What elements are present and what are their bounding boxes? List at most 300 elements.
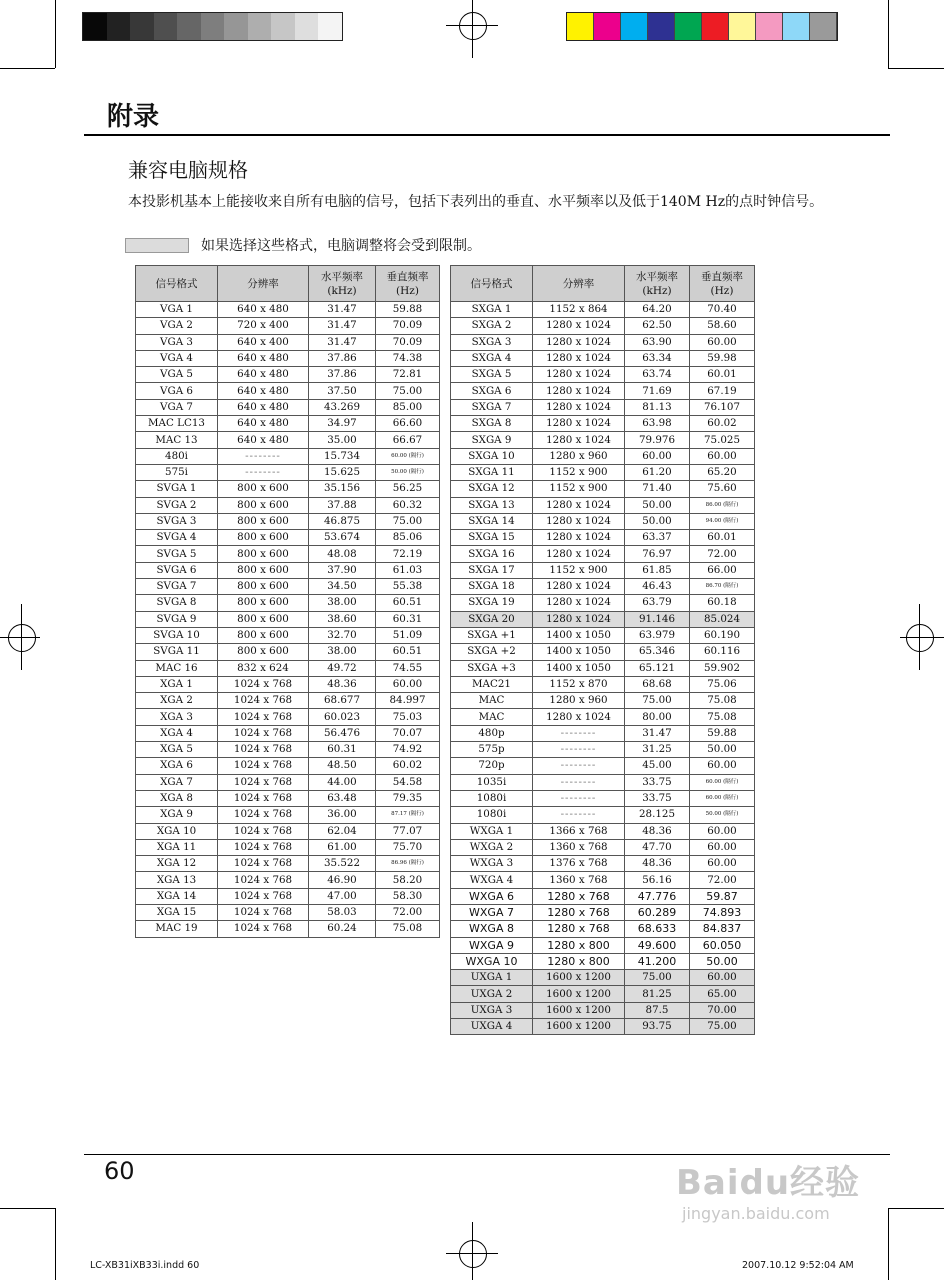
hfreq-cell: 15.734 (309, 448, 376, 464)
hfreq-cell: 31.47 (309, 334, 376, 350)
resolution-cell: 1280 x 1024 (533, 416, 625, 432)
resolution-cell: -------- (218, 448, 309, 464)
table-row (136, 530, 440, 546)
calibration-patch (567, 13, 594, 40)
signal-format-cell: SXGA +1 (451, 627, 533, 643)
section-title: 附录 (107, 102, 160, 132)
table-row (136, 790, 440, 806)
signal-format-cell: WXGA 3 (451, 856, 533, 872)
vfreq-cell: 59.87 (690, 888, 755, 904)
signal-format-cell: VGA 1 (136, 302, 218, 318)
resolution-cell: 1400 x 1050 (533, 660, 625, 676)
resolution-cell: 1024 x 768 (218, 709, 309, 725)
signal-format-cell: SXGA +3 (451, 660, 533, 676)
vfreq-cell: 60.00 (隔行) (690, 774, 755, 790)
vfreq-cell: 77.07 (376, 823, 440, 839)
hfreq-cell: 63.48 (309, 790, 376, 806)
resolution-cell: 640 x 480 (218, 416, 309, 432)
signal-format-cell: MAC LC13 (136, 416, 218, 432)
signal-format-cell: SXGA 2 (451, 318, 533, 334)
signal-format-cell: 575p (451, 742, 533, 758)
signal-format-cell: VGA 2 (136, 318, 218, 334)
table-row (136, 904, 440, 920)
resolution-cell: 1024 x 768 (218, 774, 309, 790)
registration-target (459, 12, 487, 40)
hfreq-cell: 50.00 (625, 497, 690, 513)
resolution-cell: 1280 x 1024 (533, 334, 625, 350)
vfreq-cell: 60.01 (690, 367, 755, 383)
table-row (136, 660, 440, 676)
signal-format-cell: XGA 4 (136, 725, 218, 741)
hfreq-cell: 58.03 (309, 904, 376, 920)
resolution-cell: 640 x 480 (218, 350, 309, 366)
vfreq-cell: 66.60 (376, 416, 440, 432)
hfreq-cell: 60.289 (625, 904, 690, 920)
resolution-cell: -------- (533, 774, 625, 790)
signal-format-cell: SXGA 17 (451, 562, 533, 578)
table-row (451, 758, 755, 774)
crop-mark (55, 0, 56, 68)
hfreq-cell: 46.43 (625, 579, 690, 595)
table-row (136, 676, 440, 692)
hfreq-cell: 61.20 (625, 464, 690, 480)
vfreq-cell: 75.08 (690, 709, 755, 725)
signal-format-cell: WXGA 7 (451, 904, 533, 920)
signal-format-cell: XGA 1 (136, 676, 218, 692)
vfreq-cell: 60.00 (690, 823, 755, 839)
hfreq-cell: 35.156 (309, 481, 376, 497)
hfreq-cell: 60.00 (625, 448, 690, 464)
signal-format-cell: SXGA 9 (451, 432, 533, 448)
vfreq-cell: 75.06 (690, 676, 755, 692)
hfreq-cell: 61.85 (625, 562, 690, 578)
table-row (451, 807, 755, 823)
vfreq-cell: 85.06 (376, 530, 440, 546)
signal-format-cell: MAC 13 (136, 432, 218, 448)
resolution-cell: 640 x 480 (218, 383, 309, 399)
hfreq-cell: 48.36 (625, 856, 690, 872)
signal-format-cell: XGA 14 (136, 888, 218, 904)
calibration-patch (648, 13, 675, 40)
signal-format-cell: UXGA 2 (451, 986, 533, 1002)
hfreq-cell: 37.86 (309, 367, 376, 383)
signal-format-cell: 480i (136, 448, 218, 464)
vfreq-cell: 72.00 (690, 546, 755, 562)
signal-format-cell: WXGA 2 (451, 839, 533, 855)
resolution-cell: 1024 x 768 (218, 823, 309, 839)
table-row (451, 416, 755, 432)
resolution-cell: 1280 x 1024 (533, 530, 625, 546)
hfreq-cell: 71.69 (625, 383, 690, 399)
crop-mark (888, 1208, 889, 1280)
vfreq-cell: 60.00 (376, 676, 440, 692)
vfreq-cell: 58.30 (376, 888, 440, 904)
signal-format-cell: VGA 7 (136, 399, 218, 415)
table-row (136, 546, 440, 562)
table-row (136, 350, 440, 366)
table-row (136, 432, 440, 448)
table-row (451, 693, 755, 709)
vfreq-cell: 60.18 (690, 595, 755, 611)
resolution-cell: 640 x 400 (218, 334, 309, 350)
vfreq-cell: 56.25 (376, 481, 440, 497)
registration-target-line (446, 1253, 498, 1254)
column-header-vfreq: 垂直频率 (Hz) (690, 266, 755, 302)
column-header-vfreq: 垂直频率 (Hz) (376, 266, 440, 302)
signal-format-cell: SVGA 1 (136, 481, 218, 497)
table-row (451, 856, 755, 872)
signal-format-cell: SVGA 2 (136, 497, 218, 513)
page-number: 60 (104, 1157, 135, 1185)
calibration-patch (756, 13, 783, 40)
signal-format-cell: MAC 16 (136, 660, 218, 676)
calibration-patch (271, 13, 295, 40)
signal-format-cell: SVGA 3 (136, 513, 218, 529)
column-header-resolution: 分辨率 (533, 266, 625, 302)
table-row (451, 627, 755, 643)
signal-format-cell: SXGA 13 (451, 497, 533, 513)
vfreq-cell: 60.31 (376, 611, 440, 627)
table-header-row (136, 266, 440, 302)
signal-format-cell: MAC 19 (136, 921, 218, 937)
signal-format-cell: UXGA 4 (451, 1019, 533, 1035)
hfreq-cell: 48.36 (625, 823, 690, 839)
resolution-cell: 800 x 600 (218, 481, 309, 497)
signal-format-cell: SVGA 9 (136, 611, 218, 627)
resolution-cell: 1024 x 768 (218, 758, 309, 774)
vfreq-cell: 94.00 (隔行) (690, 513, 755, 529)
hfreq-cell: 46.90 (309, 872, 376, 888)
resolution-cell: 1024 x 768 (218, 921, 309, 937)
table-row (451, 823, 755, 839)
resolution-cell: 800 x 600 (218, 497, 309, 513)
resolution-cell: 800 x 600 (218, 546, 309, 562)
resolution-cell: 640 x 480 (218, 302, 309, 318)
table-row (451, 334, 755, 350)
resolution-cell: 832 x 624 (218, 660, 309, 676)
registration-target (459, 1240, 487, 1268)
hfreq-cell: 38.00 (309, 644, 376, 660)
vfreq-cell: 74.893 (690, 904, 755, 920)
table-row (451, 742, 755, 758)
hfreq-cell: 93.75 (625, 1019, 690, 1035)
hfreq-cell: 63.74 (625, 367, 690, 383)
vfreq-cell: 87.17 (隔行) (376, 807, 440, 823)
table-row (451, 970, 755, 986)
table-row (451, 595, 755, 611)
table-row (136, 464, 440, 480)
hfreq-cell: 63.98 (625, 416, 690, 432)
signal-format-cell: SVGA 11 (136, 644, 218, 660)
table-row (451, 546, 755, 562)
vfreq-cell: 60.00 (690, 839, 755, 855)
resolution-cell: 800 x 600 (218, 627, 309, 643)
hfreq-cell: 47.70 (625, 839, 690, 855)
resolution-cell: 1360 x 768 (533, 839, 625, 855)
vfreq-cell: 84.997 (376, 693, 440, 709)
signal-format-cell: SXGA 15 (451, 530, 533, 546)
table-row (136, 513, 440, 529)
vfreq-cell: 70.09 (376, 318, 440, 334)
hfreq-cell: 48.08 (309, 546, 376, 562)
signal-format-cell: SXGA 14 (451, 513, 533, 529)
table-row (451, 383, 755, 399)
table-row (136, 611, 440, 627)
signal-format-cell: WXGA 8 (451, 921, 533, 937)
resolution-cell: 1280 x 800 (533, 937, 625, 953)
resolution-cell: 1280 x 1024 (533, 709, 625, 725)
table-row (136, 481, 440, 497)
hfreq-cell: 63.79 (625, 595, 690, 611)
signal-format-cell: SXGA 20 (451, 611, 533, 627)
table-row (136, 318, 440, 334)
column-header-hfreq: 水平频率 (kHz) (625, 266, 690, 302)
hfreq-cell: 65.121 (625, 660, 690, 676)
hfreq-cell: 45.00 (625, 758, 690, 774)
resolution-cell: 1280 x 1024 (533, 611, 625, 627)
resolution-cell: 1600 x 1200 (533, 1002, 625, 1018)
hfreq-cell: 62.04 (309, 823, 376, 839)
hfreq-cell: 38.00 (309, 595, 376, 611)
resolution-cell: 1024 x 768 (218, 839, 309, 855)
table-row (136, 872, 440, 888)
resolution-cell: 1280 x 960 (533, 693, 625, 709)
table-row (136, 921, 440, 937)
vfreq-cell: 51.09 (376, 627, 440, 643)
calibration-patch (224, 13, 248, 40)
vfreq-cell: 60.00 (690, 448, 755, 464)
hfreq-cell: 36.00 (309, 807, 376, 823)
resolution-cell: 800 x 600 (218, 595, 309, 611)
calibration-patch (295, 13, 319, 40)
table-row (136, 644, 440, 660)
table-row (451, 350, 755, 366)
hfreq-cell: 47.00 (309, 888, 376, 904)
table-row (136, 448, 440, 464)
vfreq-cell: 66.00 (690, 562, 755, 578)
resolution-cell: 1280 x 1024 (533, 579, 625, 595)
hfreq-cell: 33.75 (625, 774, 690, 790)
signal-format-cell: XGA 10 (136, 823, 218, 839)
resolution-cell: 800 x 600 (218, 611, 309, 627)
resolution-cell: 1152 x 870 (533, 676, 625, 692)
vfreq-cell: 76.107 (690, 399, 755, 415)
hfreq-cell: 60.24 (309, 921, 376, 937)
signal-format-cell: MAC (451, 693, 533, 709)
signal-format-cell: XGA 9 (136, 807, 218, 823)
signal-format-cell: 480p (451, 725, 533, 741)
table-row (136, 627, 440, 643)
hfreq-cell: 31.47 (625, 725, 690, 741)
vfreq-cell: 60.02 (376, 758, 440, 774)
signal-format-cell: SXGA 5 (451, 367, 533, 383)
hfreq-cell: 47.776 (625, 888, 690, 904)
resolution-cell: 1376 x 768 (533, 856, 625, 872)
signal-format-cell: SXGA 3 (451, 334, 533, 350)
right-signal-table (450, 265, 755, 1035)
crop-mark (0, 68, 55, 69)
table-row (451, 676, 755, 692)
table-row (451, 986, 755, 1002)
hfreq-cell: 91.146 (625, 611, 690, 627)
table-row (451, 790, 755, 806)
signal-format-cell: SXGA 12 (451, 481, 533, 497)
hfreq-cell: 35.00 (309, 432, 376, 448)
crop-mark (888, 68, 944, 69)
resolution-cell: -------- (218, 464, 309, 480)
table-row (451, 888, 755, 904)
resolution-cell: 1280 x 768 (533, 888, 625, 904)
vfreq-cell: 72.00 (690, 872, 755, 888)
table-row (451, 1002, 755, 1018)
table-row (451, 367, 755, 383)
hfreq-cell: 68.68 (625, 676, 690, 692)
resolution-cell: 1280 x 1024 (533, 546, 625, 562)
crop-mark (0, 1208, 55, 1209)
table-row (136, 367, 440, 383)
hfreq-cell: 68.677 (309, 693, 376, 709)
vfreq-cell: 50.00 (690, 953, 755, 969)
signal-format-cell: 1080i (451, 790, 533, 806)
table-row (451, 448, 755, 464)
hfreq-cell: 31.47 (309, 302, 376, 318)
resolution-cell: 1600 x 1200 (533, 986, 625, 1002)
hfreq-cell: 60.31 (309, 742, 376, 758)
resolution-cell: 1360 x 768 (533, 872, 625, 888)
hfreq-cell: 81.25 (625, 986, 690, 1002)
vfreq-cell: 75.00 (376, 383, 440, 399)
vfreq-cell: 59.98 (690, 350, 755, 366)
signal-format-cell: SVGA 6 (136, 562, 218, 578)
signal-format-cell: 575i (136, 464, 218, 480)
signal-format-cell: VGA 4 (136, 350, 218, 366)
table-row (451, 513, 755, 529)
resolution-cell: 1024 x 768 (218, 693, 309, 709)
vfreq-cell: 60.51 (376, 595, 440, 611)
resolution-cell: 800 x 600 (218, 579, 309, 595)
resolution-cell: -------- (533, 758, 625, 774)
table-row (451, 872, 755, 888)
hfreq-cell: 62.50 (625, 318, 690, 334)
table-row (136, 856, 440, 872)
hfreq-cell: 56.476 (309, 725, 376, 741)
signal-format-cell: SXGA 4 (451, 350, 533, 366)
calibration-patch (318, 13, 342, 40)
table-row (136, 595, 440, 611)
signal-format-cell: XGA 8 (136, 790, 218, 806)
signal-format-cell: VGA 3 (136, 334, 218, 350)
resolution-cell: -------- (533, 725, 625, 741)
table-row (451, 725, 755, 741)
footer-file-info: LC-XB31iXB33i.indd 60 (90, 1260, 200, 1271)
resolution-cell: 1280 x 1024 (533, 432, 625, 448)
table-row (451, 937, 755, 953)
registration-target-line (0, 637, 40, 638)
hfreq-cell: 65.346 (625, 644, 690, 660)
signal-format-cell: WXGA 10 (451, 953, 533, 969)
table-row (451, 399, 755, 415)
resolution-cell: 1024 x 768 (218, 888, 309, 904)
column-header-format: 信号格式 (451, 266, 533, 302)
vfreq-cell: 67.19 (690, 383, 755, 399)
vfreq-cell: 60.00 (690, 856, 755, 872)
calibration-patch (594, 13, 621, 40)
signal-format-cell: XGA 12 (136, 856, 218, 872)
column-header-format: 信号格式 (136, 266, 218, 302)
signal-format-cell: XGA 11 (136, 839, 218, 855)
hfreq-cell: 63.37 (625, 530, 690, 546)
vfreq-cell: 59.88 (690, 725, 755, 741)
signal-format-cell: SVGA 5 (136, 546, 218, 562)
vfreq-cell: 75.03 (376, 709, 440, 725)
resolution-cell: 1152 x 900 (533, 464, 625, 480)
signal-format-cell: XGA 5 (136, 742, 218, 758)
vfreq-cell: 59.902 (690, 660, 755, 676)
hfreq-cell: 32.70 (309, 627, 376, 643)
hfreq-cell: 61.00 (309, 839, 376, 855)
vfreq-cell: 50.00 (隔行) (690, 807, 755, 823)
vfreq-cell: 85.024 (690, 611, 755, 627)
hfreq-cell: 48.50 (309, 758, 376, 774)
vfreq-cell: 74.92 (376, 742, 440, 758)
resolution-cell: 1024 x 768 (218, 676, 309, 692)
vfreq-cell: 60.00 (隔行) (376, 448, 440, 464)
resolution-cell: 1024 x 768 (218, 807, 309, 823)
vfreq-cell: 75.08 (690, 693, 755, 709)
hfreq-cell: 33.75 (625, 790, 690, 806)
hfreq-cell: 41.200 (625, 953, 690, 969)
vfreq-cell: 66.67 (376, 432, 440, 448)
calibration-patch (702, 13, 729, 40)
calibration-patch (201, 13, 225, 40)
vfreq-cell: 84.837 (690, 921, 755, 937)
signal-format-cell: XGA 3 (136, 709, 218, 725)
resolution-cell: 1600 x 1200 (533, 1019, 625, 1035)
resolution-cell: -------- (533, 807, 625, 823)
vfreq-cell: 60.01 (690, 530, 755, 546)
resolution-cell: 1400 x 1050 (533, 627, 625, 643)
table-row (136, 774, 440, 790)
signal-format-cell: VGA 6 (136, 383, 218, 399)
hfreq-cell: 79.976 (625, 432, 690, 448)
table-row (451, 302, 755, 318)
crop-mark (888, 0, 889, 68)
signal-format-cell: MAC21 (451, 676, 533, 692)
resolution-cell: 1280 x 1024 (533, 399, 625, 415)
signal-format-cell: XGA 13 (136, 872, 218, 888)
hfreq-cell: 87.5 (625, 1002, 690, 1018)
signal-format-cell: SVGA 8 (136, 595, 218, 611)
vfreq-cell: 60.00 (隔行) (690, 790, 755, 806)
resolution-cell: 720 x 400 (218, 318, 309, 334)
vfreq-cell: 85.00 (376, 399, 440, 415)
vfreq-cell: 65.00 (690, 986, 755, 1002)
watermark-brand: Baidu经验 (676, 1163, 861, 1203)
hfreq-cell: 43.269 (309, 399, 376, 415)
signal-format-cell: WXGA 6 (451, 888, 533, 904)
signal-format-cell: SXGA 18 (451, 579, 533, 595)
signal-format-cell: SVGA 10 (136, 627, 218, 643)
resolution-cell: 1152 x 900 (533, 481, 625, 497)
table-row (451, 579, 755, 595)
resolution-cell: 1280 x 1024 (533, 383, 625, 399)
signal-format-cell: SXGA 7 (451, 399, 533, 415)
legend-swatch (125, 238, 189, 253)
vfreq-cell: 55.38 (376, 579, 440, 595)
resolution-cell: 1280 x 1024 (533, 513, 625, 529)
vfreq-cell: 65.20 (690, 464, 755, 480)
hfreq-cell: 46.875 (309, 513, 376, 529)
